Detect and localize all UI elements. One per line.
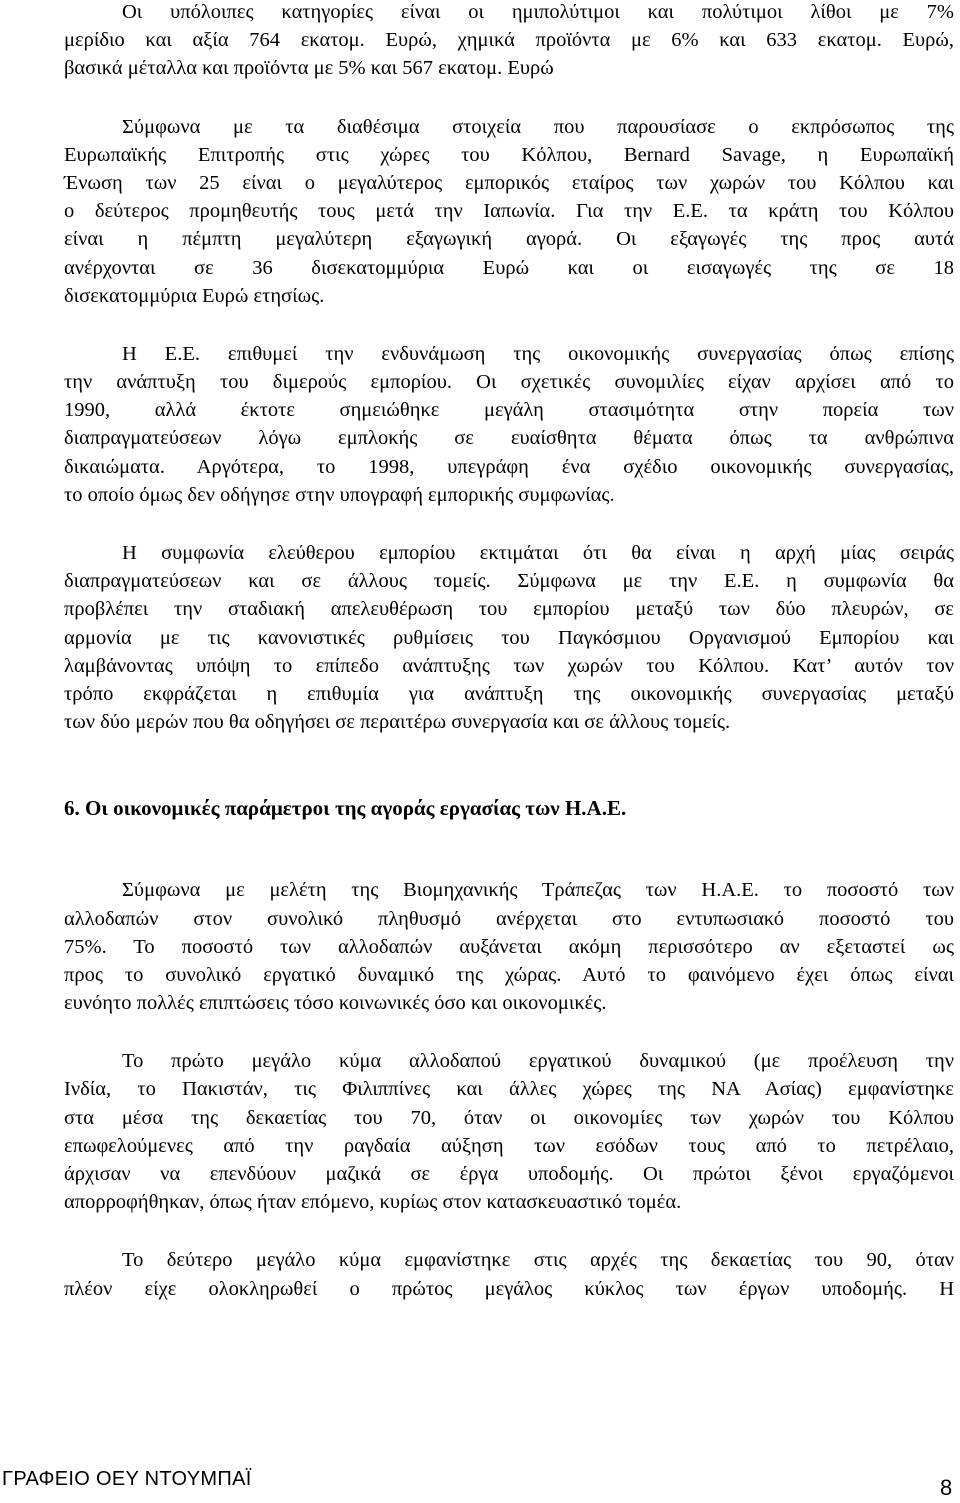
text-line: είναι η πέμπτη μεγαλύτερη εξαγωγική αγορά. Οι εξαγωγές της προς αυτά: [64, 228, 954, 251]
paragraph-free-trade-agreement: [64, 539, 954, 736]
text-line: Το πρώτο μεγάλο κύμα αλλοδαπού εργατικού δυναμικού (με προέλευση την: [122, 1050, 954, 1073]
text-line: προβλέπει την σταδιακή απελευθέρωση του εμπορίου μεταξύ των δύο πλευρών, σε: [64, 598, 954, 621]
text-line: Σύμφωνα με τα διαθέσιμα στοιχεία που παρουσίασε ο εκπρόσωπος της: [122, 115, 954, 138]
section-heading: 6. Οι οικονομικές παράμετροι της αγοράς εργασίας των Η.Α.Ε.: [64, 796, 627, 821]
text-line: ο δεύτερος προμηθευτής τους μετά την Ιαπωνία. Για την Ε.Ε. τα κράτη του Κόλπου: [64, 200, 954, 223]
text-line: Οι υπόλοιπες κατηγορίες είναι οι ημιπολύτιμοι και πολύτιμοι λίθοι με 7%: [122, 1, 954, 23]
paragraph-foreigners-percentage: [64, 876, 954, 1017]
text-line: αλλοδαπών στον συνολικό πληθυσμό ανέρχεται στο εντυπωσιακό ποσοστό του: [64, 907, 954, 930]
paragraph-second-wave: [64, 1246, 954, 1302]
text-line: Σύμφωνα με μελέτη της Βιομηχανικής Τράπεζας των Η.Α.Ε. το ποσοστό των: [122, 879, 954, 902]
text-line: 1990, αλλά έκτοτε σημειώθηκε μεγάλη στασιμότητα στην πορεία των: [64, 399, 954, 422]
text-line: διαπραγματεύσεων λόγω εμπλοκής σε ευαίσθητα θέματα όπως τα ανθρώπινα: [64, 427, 954, 450]
text-line: αρμονία με τις κανονιστικές ρυθμίσεις του Παγκόσμιου Οργανισμού Εμπορίου και: [64, 626, 954, 649]
text-line: διαπραγματεύσεων και σε άλλους τομείς. Σύμφωνα με την Ε.Ε. η συμφωνία θα: [64, 570, 954, 593]
text-line: επωφελούμενες από την ραγδαία αύξηση των εσόδων τους από το πετρέλαιο,: [64, 1134, 954, 1157]
text-line: 75%. Το ποσοστό των αλλοδαπών αυξάνεται ακόμη περισσότερο αν εξεταστεί ως: [64, 935, 954, 958]
footer-office-name: ΓΡΑΦΕΙΟ ΟΕΥ ΝΤΟΥΜΠΑΪ: [2, 1468, 252, 1490]
text-line: βασικά μέταλλα και προϊόντα με 5% και 567 εκατομ. Ευρώ: [64, 57, 554, 80]
text-line: Το δεύτερο μεγάλο κύμα εμφανίστηκε στις αρχές της δεκαετίας του 90, όταν: [122, 1249, 954, 1272]
text-line: των δύο μερών που θα οδηγήσει σε περαιτέρω συνεργασία και σε άλλους τομείς.: [64, 711, 731, 734]
text-line: το οποίο όμως δεν οδήγησε στην υπογραφή εμπορικής συμφωνίας.: [64, 483, 615, 506]
text-line: δικαιώματα. Αργότερα, το 1998, υπεγράφη ένα σχέδιο οικονομικής συνεργασίας,: [64, 455, 954, 478]
text-line: Ευρωπαϊκής Επιτροπής στις χώρες του Κόλπου, Bernard Savage, η Ευρωπαϊκή: [64, 143, 954, 166]
text-line: ανέρχονται σε 36 δισεκατομμύρια Ευρώ και οι εισαγωγές της σε 18: [64, 256, 954, 279]
page-number: 8: [940, 1475, 953, 1500]
text-line: απορροφήθηκαν, όπως ήταν επόμενο, κυρίως στον κατασκευαστικό τομέα.: [64, 1191, 682, 1214]
paragraph-first-wave: [64, 1047, 954, 1216]
paragraph-gems-share: [64, 0, 954, 83]
paragraph-eu-trade-partner: [64, 113, 954, 310]
paragraph-eu-cooperation: [64, 340, 954, 509]
text-line: Η Ε.Ε. επιθυμεί την ενδυνάμωση της οικονομικής συνεργασίας όπως επίσης: [122, 342, 954, 365]
text-line: άρχισαν να επενδύουν μαζικά σε έργα υποδομής. Οι πρώτοι ξένοι εργαζόμενοι: [64, 1163, 954, 1185]
text-line: Η συμφωνία ελεύθερου εμπορίου εκτιμάται ότι θα είναι η αρχή μίας σειράς: [122, 542, 954, 564]
text-line: προς το συνολικό εργατικό δυναμικό της χώρας. Αυτό το φαινόμενο έχει όπως είναι: [64, 963, 954, 986]
text-line: λαμβάνοντας υπόψη το επίπεδο ανάπτυξης των χωρών του Κόλπου. Κατ’ αυτόν τον: [64, 654, 954, 677]
text-line: ευνόητο πολλές επιπτώσεις τόσο κοινωνικές όσο και οικονομικές.: [64, 992, 607, 1015]
text-line: την ανάπτυξη του διμερούς εμπορίου. Οι σχετικές συνομιλίες είχαν αρχίσει από το: [64, 371, 954, 394]
text-line: τρόπο εκφράζεται η επιθυμία για ανάπτυξη της οικονομικής συνεργασίας μεταξύ: [64, 682, 954, 705]
text-line: στα μέσα της δεκαετίας του 70, όταν οι οικονομίες των χωρών του Κόλπου: [64, 1106, 954, 1129]
text-line: πλέον είχε ολοκληρωθεί ο πρώτος μεγάλος κύκλος των έργων υποδομής. Η: [64, 1277, 954, 1300]
text-line: Ένωση των 25 είναι ο μεγαλύτερος εμπορικός εταίρος των χωρών του Κόλπου και: [64, 171, 954, 194]
text-line: δισεκατομμύρια Ευρώ ετησίως.: [64, 284, 325, 307]
text-line: μερίδιο και αξία 764 εκατομ. Ευρώ, χημικά προϊόντα με 6% και 633 εκατομ. Ευρώ,: [64, 29, 954, 52]
text-line: Ινδία, το Πακιστάν, τις Φιλιππίνες και άλλες χώρες της ΝΑ Ασίας) εμφανίστηκε: [64, 1078, 954, 1101]
document-body: [64, 0, 954, 1303]
